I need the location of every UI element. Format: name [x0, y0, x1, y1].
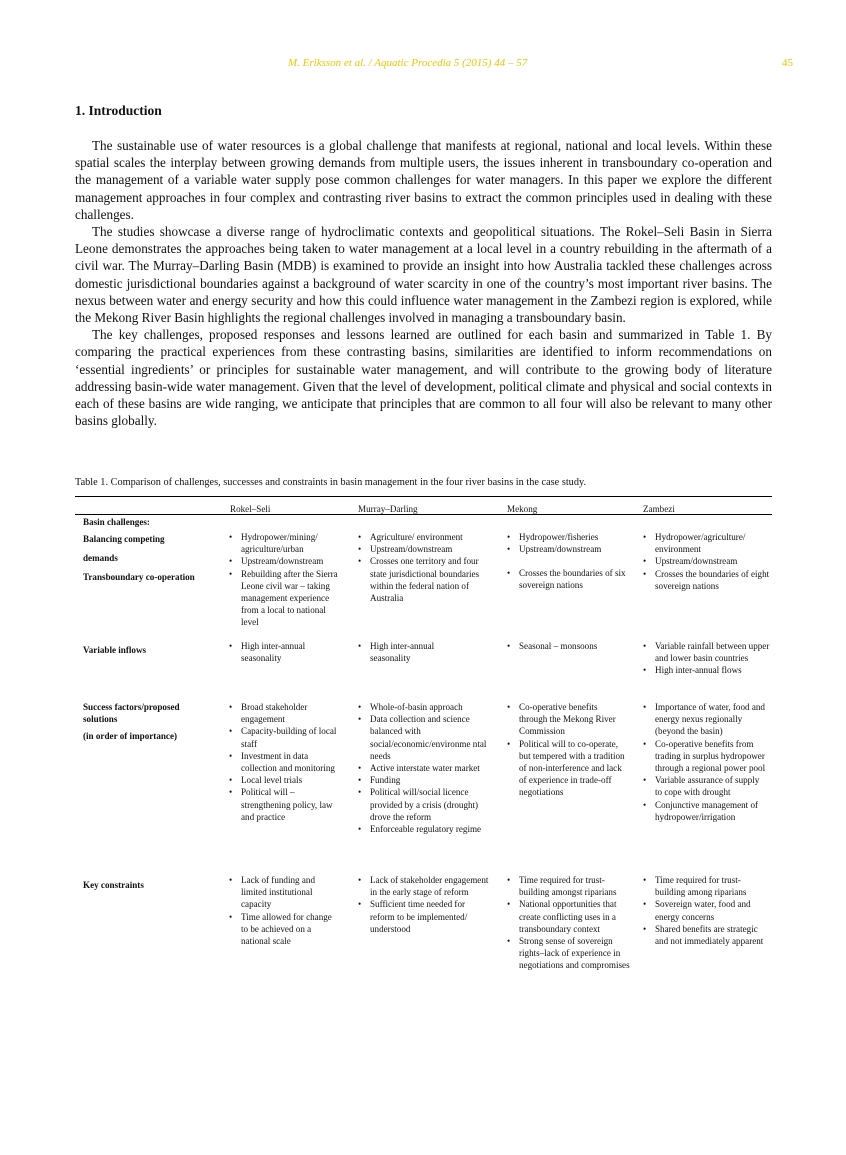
row-label-transboundary: Transboundary co-operation [83, 572, 195, 582]
row-label-constraints: Key constraints [83, 880, 144, 890]
running-title: M. Eriksson et al. / Aquatic Procedia 5 (2015) 44 – 57 [288, 57, 528, 69]
list-item: • Variable rainfall between upper and lower basin countries [641, 640, 771, 664]
cell-balancing-mekong [505, 531, 635, 555]
section-heading: 1. Introduction [75, 103, 162, 118]
list-item: • Rebuilding after the Sierra Leone civil war – taking management experience from a local to national level [227, 568, 341, 629]
list-item: • Whole-of-basin approach [356, 701, 491, 713]
paragraph: The sustainable use of water resources is a global challenge that manifests at regional, national and local levels. Within these spatial scales the interplay between growing demands from multiple users, the issues inherent in transboundary co-operation and the management of a variable water supply pose common challenges for water managers. In this paper we explore the different management approaches in four complex and contrasting river basins to extract the common principles used in dealing with these challenges. [75, 138, 772, 222]
page-number: 45 [782, 57, 793, 69]
row-label-order: (in order of importance) [83, 731, 178, 741]
list-item: • Sufficient time needed for reform to be implemented/ understood [356, 898, 491, 935]
paragraph: The key challenges, proposed responses and lessons learned are outlined for each basin and summarized in Table 1. By comparing the practical experiences from these contrasting basins, similarities are identified to inform recommendations on ‘essential ingredients’ or principles for sustainable water management, and will contribute to the growing body of literature addressing basin-wide water management. Given that the level of development, political climate and physical and social contexts in each of these basins are wide ranging, we anticipate that principles that are common to all four will also be relevant to many other basins globally. [75, 327, 772, 429]
list-item: • Agriculture/ environment [356, 531, 486, 543]
list-item: • Lack of stakeholder engagement in the early stage of reform [356, 874, 491, 898]
list-item: • Upstream/downstream [227, 555, 341, 567]
list-item: • Sovereign water, food and energy concerns [641, 898, 767, 922]
list-item: • Seasonal – monsoons [505, 640, 635, 652]
list-item: • Upstream/downstream [505, 543, 635, 555]
list-item: • Time allowed for change to be achieved on a national scale [227, 911, 341, 948]
list-item: • Active interstate water market [356, 762, 491, 774]
row-label-success: Success factors/proposed solutions [83, 702, 180, 725]
row-label-variable-inflows: Variable inflows [83, 645, 147, 655]
cell-inflows-zambezi [641, 640, 771, 677]
list-item: • Capacity-building of local staff [227, 725, 341, 749]
list-item: • Importance of water, food and energy nexus regionally (beyond the basin) [641, 701, 767, 738]
cell-success-zambezi [641, 701, 767, 823]
introduction-body [75, 137, 772, 429]
list-item: • Crosses the boundaries of eight sovereign nations [641, 568, 771, 592]
cell-balancing-rokel-seli [227, 531, 341, 629]
cell-inflows-mekong [505, 640, 635, 652]
cell-inflows-murray-darling [356, 640, 470, 664]
list-item: • Investment in data collection and monitoring [227, 750, 341, 774]
list-item: • Political will to co-operate, but tempered with a tradition of non-interference and lack of experience in trade-off negotiations [505, 738, 627, 799]
cell-constraints-zambezi [641, 874, 767, 947]
row-label-basin-challenges: Basin challenges: [83, 517, 150, 527]
list-item: • Data collection and science balanced with social/economic/environme ntal needs [356, 713, 491, 762]
list-item: • Hydropower/fisheries [505, 531, 635, 543]
cell-transboundary-mekong [505, 567, 635, 591]
row-label-demands: demands [83, 553, 118, 563]
column-header-mekong: Mekong [507, 504, 538, 514]
paragraph: The studies showcase a diverse range of hydroclimatic contexts and geopolitical situations. The Rokel–Seli Basin in Sierra Leone demonstrates the approaches being taken to water management at a local level in a country rebuilding in the aftermath of a civil war. The Murray–Darling Basin (MDB) is examined to provide an insight into how Australia tackled these challenges across domestic jurisdictional boundaries against a background of water scarcity in one of the country’s most important river basins. The nexus between water and energy security and how this could influence water management in the Zambezi region is explored, while the Mekong River Basin highlights the regional challenges involved in managing a transboundary basin. [75, 224, 772, 326]
list-item: • Lack of funding and limited institutional capacity [227, 874, 341, 911]
list-item: • Political will – strengthening policy, law and practice [227, 786, 341, 823]
list-item: • National opportunities that create conflicting uses in a transboundary context [505, 898, 631, 935]
cell-success-murray-darling [356, 701, 491, 835]
list-item: • Co-operative benefits from trading in surplus hydropower through a regional power pool [641, 738, 767, 775]
list-item: • Crosses one territory and four state jurisdictional boundaries within the federal nation of Australia [356, 555, 486, 604]
table-top-rule [75, 496, 772, 497]
running-header [0, 57, 846, 73]
cell-success-mekong [505, 701, 627, 799]
list-item: • High inter-annual flows [641, 664, 771, 676]
list-item: • Political will/social licence provided by a crisis (drought) drove the reform [356, 786, 491, 823]
row-label-balancing: Balancing competing [83, 534, 165, 544]
table-caption: Table 1. Comparison of challenges, successes and constraints in basin management in the four river basins in the case study. [75, 477, 587, 488]
cell-balancing-murray-darling [356, 531, 486, 604]
cell-constraints-rokel-seli [227, 874, 341, 947]
column-header-murray-darling: Murray–Darling [358, 504, 418, 514]
list-item: • Time required for trust-building amongst riparians [505, 874, 631, 898]
cell-inflows-rokel-seli [227, 640, 341, 664]
cell-balancing-zambezi [641, 531, 771, 592]
cell-constraints-murray-darling [356, 874, 491, 935]
list-item: • Time required for trust-building among riparians [641, 874, 767, 898]
list-item: • High inter-annual seasonality [227, 640, 341, 664]
list-item: • Strong sense of sovereign rights–lack of experience in negotiations and compromises [505, 935, 631, 972]
cell-success-rokel-seli [227, 701, 341, 823]
list-item: • Shared benefits are strategic and not immediately apparent [641, 923, 767, 947]
column-header-zambezi: Zambezi [643, 504, 675, 514]
list-item: • Local level trials [227, 774, 341, 786]
list-item: • Enforceable regulatory regime [356, 823, 491, 835]
cell-constraints-mekong [505, 874, 631, 972]
list-item: • Conjunctive management of hydropower/irrigation [641, 799, 767, 823]
list-item: • Upstream/downstream [356, 543, 486, 555]
list-item: • Upstream/downstream [641, 555, 771, 567]
list-item: • Broad stakeholder engagement [227, 701, 341, 725]
list-item: • Co-operative benefits through the Mekong River Commission [505, 701, 627, 738]
list-item: • Crosses the boundaries of six sovereign nations [505, 567, 635, 591]
list-item: • Funding [356, 774, 491, 786]
list-item: • Hydropower/agriculture/ environment [641, 531, 771, 555]
list-item: • Variable assurance of supply to cope with drought [641, 774, 767, 798]
column-header-rokel-seli: Rokel–Seli [230, 504, 271, 514]
list-item: • High inter-annual seasonality [356, 640, 470, 664]
list-item: • Hydropower/mining/ agriculture/urban [227, 531, 341, 555]
